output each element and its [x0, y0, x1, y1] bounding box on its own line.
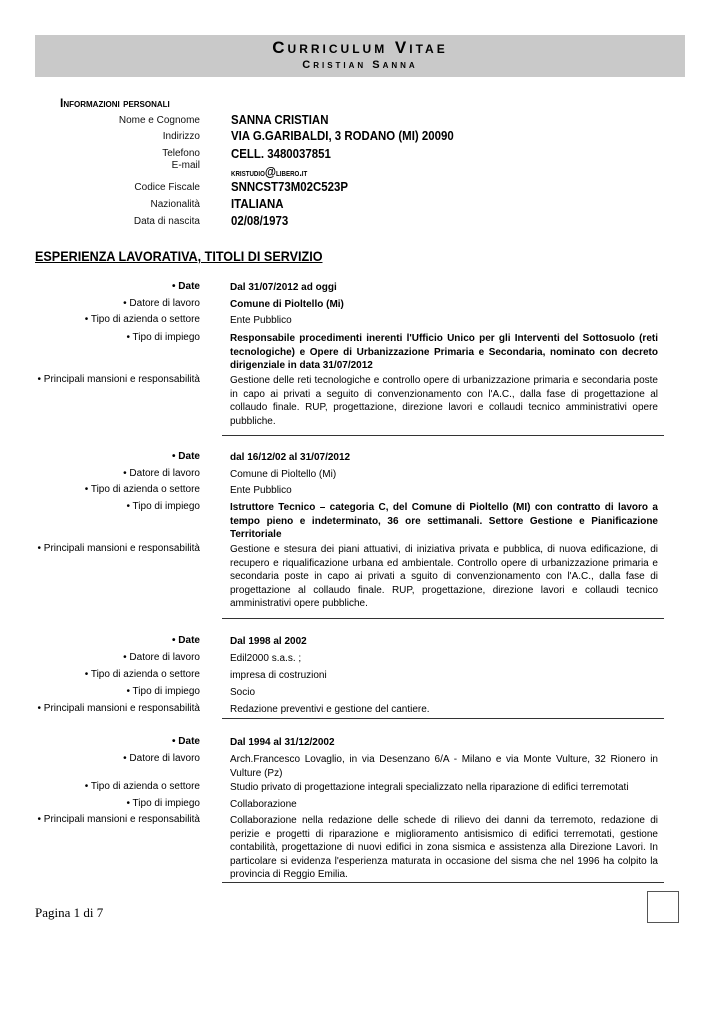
entry2-divider — [222, 618, 664, 619]
field-label-nationality: Nazionalità — [150, 199, 200, 210]
field-value-tax-code: SNNCST73M02C523P — [231, 179, 348, 194]
field-label-phone: Telefono — [162, 148, 200, 159]
entry4-employer: Arch.Francesco Lovaglio, in via Desenzano 6/A - Milano e via Monte Vulture, 32 Rionero in Vulture (Pz) — [230, 754, 658, 779]
field-label-address: Indirizzo — [162, 131, 200, 142]
entry2-date: dal 16/12/02 al 31/07/2012 — [230, 452, 351, 463]
entry3-date-label: • Date — [172, 635, 200, 646]
header-band — [35, 35, 685, 77]
entry2-date-label: • Date — [172, 451, 200, 462]
field-value-phone: CELL. 3480037851 — [231, 146, 331, 161]
email-domain: libero.it — [276, 168, 308, 179]
entry1-date: Dal 31/07/2012 ad oggi — [230, 282, 337, 293]
entry3-employer: Edil2000 s.a.s. ; — [230, 653, 302, 664]
entry4-divider — [222, 882, 664, 883]
entry4-employer-label: • Datore di lavoro — [123, 753, 200, 764]
page-number: Pagina 1 di 7 — [35, 905, 104, 920]
field-label-email: E-mail — [171, 160, 200, 171]
experience-heading: ESPERIENZA LAVORATIVA, TITOLI DI SERVIZIO — [35, 248, 323, 264]
entry3-role: Socio — [230, 687, 256, 698]
field-label-name: Nome e Cognome — [118, 115, 200, 126]
entry4-role: Collaborazione — [230, 799, 297, 810]
entry1-employer: Comune di Pioltello (Mi) — [230, 299, 344, 310]
document-subtitle: Cristian Sanna — [302, 59, 418, 71]
entry3-divider — [222, 718, 664, 719]
field-value-address: VIA G.GARIBALDI, 3 RODANO (MI) 20090 — [231, 128, 454, 143]
document-title: Curriculum Vitae — [272, 38, 448, 57]
entry1-role-label: • Tipo di impiego — [126, 332, 200, 343]
entry2-sector: Ente Pubblico — [230, 485, 292, 496]
entry2-sector-label: • Tipo di azienda o settore — [84, 484, 200, 495]
field-value-nationality: ITALIANA — [231, 196, 284, 211]
entry4-sector-label: • Tipo di azienda o settore — [84, 781, 200, 792]
field-value-email[interactable] — [231, 164, 307, 179]
entry2-role: Istruttore Tecnico – categoria C, del Comune di Pioltello (MI) con contratto di lavoro a tempo pieno e indeterminato, 36 ore settimanali. Settore Gestione e Pianificazione Territoriale — [230, 502, 658, 540]
entry2-employer: Comune di Pioltello (Mi) — [230, 469, 337, 480]
entry1-role: Responsabile procedimenti inerenti l'Ufficio Unico per gli Interventi del Sottosuolo (reti tecnologiche) e Opere di Urbanizzazione Primaria e Secondaria, nominato con decreto dirigenziale in data 31/07/2012 — [230, 333, 658, 371]
entry3-employer-label: • Datore di lavoro — [123, 652, 200, 663]
entry4-duties-label: • Principali mansioni e responsabilità — [37, 814, 200, 825]
entry4-date: Dal 1994 al 31/12/2002 — [230, 737, 335, 748]
entry3-duties: Redazione preventivi e gestione del cantiere. — [230, 704, 430, 715]
page-corner-box — [647, 891, 679, 923]
entry1-sector: Ente Pubblico — [230, 315, 292, 326]
entry3-sector: impresa di costruzioni — [230, 670, 327, 681]
entry2-employer-label: • Datore di lavoro — [123, 468, 200, 479]
entry2-duties-label: • Principali mansioni e responsabilità — [37, 543, 200, 554]
entry4-date-label: • Date — [172, 736, 200, 747]
entry3-duties-label: • Principali mansioni e responsabilità — [37, 703, 200, 714]
entry4-sector: Studio privato di progettazione integrali specializzato nella riparazione di edifici terremotati — [230, 782, 629, 793]
email-user: kristudio — [231, 168, 265, 179]
entry2-duties: Gestione e stesura dei piani attuativi, di iniziativa privata e pubblica, di nuova edificazione, di recupero e riqualificazione urbana ed ambientale. Controllo opere di urbanizzazione primaria e secondaria poste in capo ai privati a sguito di convenzionamento con l'A.C., dalla fase di progettazione al collaudo finale. RUP, progettazione, direzione lavori e collaudi tecnico amministrativi opere pubbliche. — [230, 544, 658, 609]
personal-info-heading: Informazioni personali — [60, 96, 170, 110]
entry1-employer-label: • Datore di lavoro — [123, 298, 200, 309]
entry3-role-label: • Tipo di impiego — [126, 686, 200, 697]
entry3-sector-label: • Tipo di azienda o settore — [84, 669, 200, 680]
field-value-name: SANNA CRISTIAN — [231, 112, 329, 127]
entry2-role-label: • Tipo di impiego — [126, 501, 200, 512]
field-label-birthdate: Data di nascita — [133, 216, 200, 227]
field-label-tax-code: Codice Fiscale — [134, 182, 200, 193]
entry1-divider — [222, 435, 664, 436]
entry1-duties-label: • Principali mansioni e responsabilità — [37, 374, 200, 385]
entry4-role-label: • Tipo di impiego — [126, 798, 200, 809]
entry3-date: Dal 1998 al 2002 — [230, 636, 307, 647]
field-value-birthdate: 02/08/1973 — [231, 213, 289, 228]
entry1-sector-label: • Tipo di azienda o settore — [84, 314, 200, 325]
entry1-date-label: • Date — [172, 281, 200, 292]
entry4-duties: Collaborazione nella redazione delle schede di rilievo dei danni da terremoto, redazione di perizie e progetti di riparazione e miglioramento antisismico di edifici terremotati, gestione contabilità, progettazione di nuovi edifici in zona sismica e assistenza alla Direzione Lavori. In particolare si evidenza l'esperienza maturata in occasione del sisma che nel 1996 ha colpito la provincia di Reggio Emilia. — [230, 815, 658, 880]
email-at: @ — [264, 164, 277, 179]
entry1-duties: Gestione delle reti tecnologiche e controllo opere di urbanizzazione primaria e secondaria poste in capo ai privati a seguito di convenzionamento con l'A.C., dalla fase di progettazione al collaudo finale. RUP, progettazione, direzione lavori e collaudi tecnico amministrativi opere pubbliche. — [230, 375, 658, 427]
